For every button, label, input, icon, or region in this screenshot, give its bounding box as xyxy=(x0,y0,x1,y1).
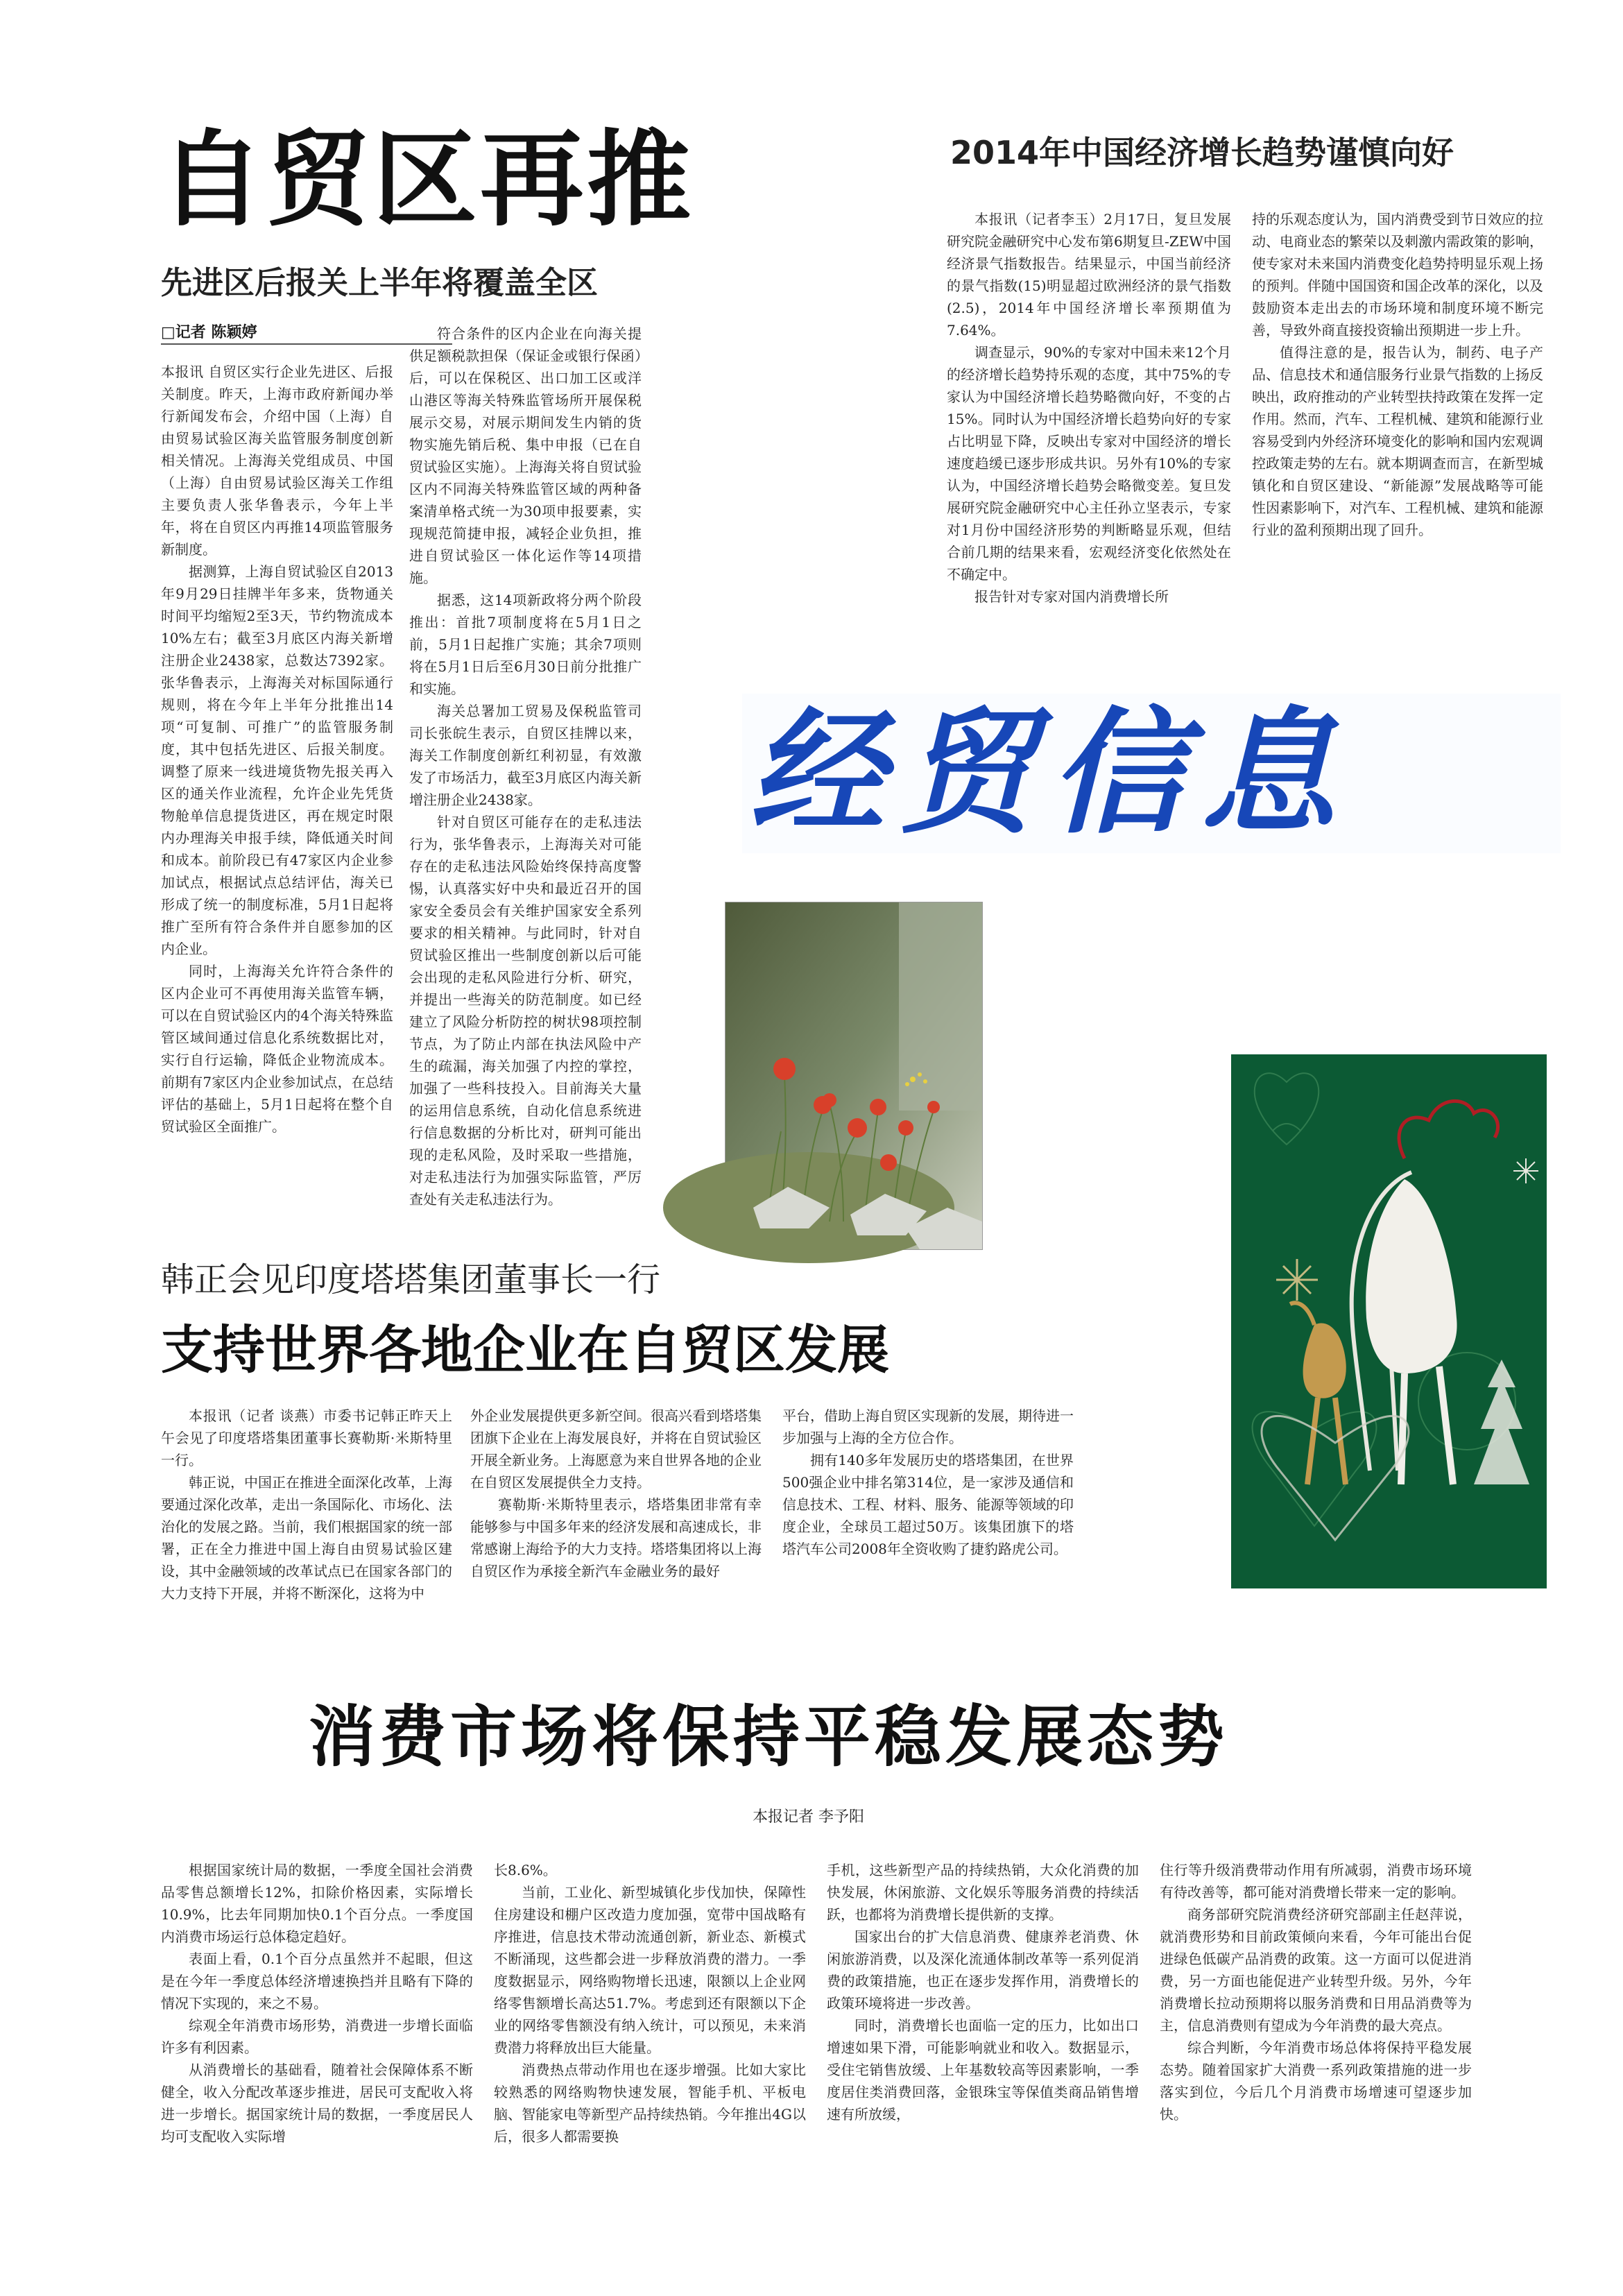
article4-paragraph: 根据国家统计局的数据，一季度全国社会消费品零售总额增长12%，扣除价格因素，实际增长10.9%，比去年同期加快0.1个百分点。一季度国内消费市场运行总体稳定趋好。 xyxy=(161,1862,473,1945)
article4-byline: 本报记者 李予阳 xyxy=(753,1808,864,1826)
article1-paragraph: 海关总署加工贸易及保税监管司司长张皖生表示，自贸区挂牌以来，海关工作制度创新红利初显，有效激发了市场活力，截至3月底区内海关新增注册企业2438家。 xyxy=(409,703,642,808)
article3-title: 支持世界各地企业在自贸区发展 xyxy=(161,1319,890,1380)
article3-kicker: 韩正会见印度塔塔集团董事长一行 xyxy=(161,1260,661,1299)
article3-paragraph: 赛勒斯·米斯特里表示，塔塔集团非常有幸能够参与中国多年来的经济发展和高速成长，非常感谢上海给予的大力支持。塔塔集团将以上海自贸区作为承接全新汽车金融业务的最好 xyxy=(470,1496,762,1579)
article2-paragraph: 值得注意的是，报告认为，制药、电子产品、信息技术和通信服务行业景气指数的上扬反映出，政府推动的产业转型扶持政策在发挥一定作用。然而，汽车、工程机械、建筑和能源行业容易受到内外经济环境变化的影响和国内宏观调控政策走势的左右。就本期调查而言，在新型城镇化和自贸区建设、“新能源”发展战略等可能性因素影响下，对汽车、工程机械、建筑和能源行业的盈利预期出现了回升。 xyxy=(1252,344,1543,538)
article1-paragraph: 据测算，上海自贸试验区自2013年9月29日挂牌半年多来，货物通关时间平均缩短2至3天，节约物流成本10%左右；截至3月底区内海关新增注册企业2438家，总数达7392家。张华鲁表示，上海海关对标国际通行规则，将在今年上半年分批推出14项“可复制、可推广”的监管服务制度，其中包括先进区、后报关制度。调整了原来一线进境货物先报关再入区的通关作业流程，允许企业先凭货物舱单信息提货进区，再在规定时限内办理海关申报手续，降低通关时间和成本。前阶段已有47家区内企业参加试点，根据试点总结评估，海关已形成了统一的制度标准，5月1日起将推广至所有符合条件并自愿参加的区内企业。 xyxy=(161,563,393,957)
article4-paragraph: 从消费增长的基础看，随着社会保障体系不断健全，收入分配改革逐步推进，居民可支配收入将进一步增长。据国家统计局的数据，一季度居民人均可支配收入实际增 xyxy=(161,2062,473,2145)
article3-paragraph: 本报讯（记者 谈燕）市委书记韩正昨天上午会见了印度塔塔集团董事长赛勒斯·米斯特里一行。 xyxy=(161,1407,452,1468)
article4-paragraph: 住行等升级消费带动作用有所减弱，消费市场环境有待改善等，都可能对消费增长带来一定的影响。 xyxy=(1160,1862,1472,1901)
article2-paragraph: 报告针对专家对国内消费增长所 xyxy=(974,588,1169,605)
article3-paragraph: 拥有140多年发展历史的塔塔集团，在世界500强企业中排名第314位，是一家涉及通信和信息技术、工程、材料、服务、能源等领域的印度企业，全球员工超过50万。该集团旗下的塔塔汽车公司2008年全资收购了捷豹路虎公司。 xyxy=(782,1452,1074,1557)
article1-column-1 xyxy=(161,361,393,1135)
article4-paragraph: 综合判断，今年消费市场总体将保持平稳发展态势。随着国家扩大消费一系列政策措施的进一步落实到位，今后几个月消费市场增速可望逐步加快。 xyxy=(1160,2039,1472,2123)
article2-paragraph: 本报讯（记者李玉）2月17日，复旦发展研究院金融研究中心发布第6期复旦-ZEW中国经济景气指数报告。结果显示，中国当前经济的景气指数(15)明显超过欧洲经济的景气指数(2.5)，2014年中国经济增长率预期值为7.64%。 xyxy=(947,211,1231,339)
article1-paragraph: 针对自贸区可能存在的走私违法行为，张华鲁表示，上海海关对可能存在的走私违法风险始终保持高度警惕，认真落实好中央和最近召开的国家安全委员会有关维护国家安全系列要求的相关精神。与此同时，针对自贸试验区推出一些制度创新以后可能会出现的走私风险进行分析、研究，并提出一些海关的防范制度。如已经建立了风险分析防控的树状98项控制节点，为了防止内部在执法风险中产生的疏漏，海关加强了内控的掌控，加强了一些科技投入。目前海关大量的运用信息系统，自动化信息系统进行信息数据的分析比对，研判可能出现的走私风险，及时采取一些措施，对走私违法行为加强实际监管，严厉查处有关走私违法行为。 xyxy=(409,814,642,1208)
article1-paragraph: 符合条件的区内企业在向海关提供足额税款担保（保证金或银行保函）后，可以在保税区、出口加工区或洋山港区等海关特殊监管场所开展保税展示交易，对展示期间发生内销的货物实施先销后税、集中申报（已在自贸试验区实施）。上海海关将自贸试验区内不同海关特殊监管区域的两种备案清单格式统一为30项申报要素，实现规范简捷申报，减轻企业负担，推进自贸试验区一体化运作等14项措施。 xyxy=(409,325,642,586)
article1-paragraph: 本报讯 自贸区实行企业先进区、后报关制度。昨天，上海市政府新闻办举行新闻发布会，介绍中国（上海）自由贸易试验区海关监管服务制度创新相关情况。上海海关党组成员、中国（上海）自由贸易试验区海关工作组主要负责人张华鲁表示，今年上半年，将在自贸区内再推14项监管服务新制度。 xyxy=(161,363,393,558)
article1-column-2 xyxy=(409,323,642,1208)
article4-column-2 xyxy=(494,1859,806,2192)
article4-paragraph: 商务部研究院消费经济研究部副主任赵萍说，就消费形势和目前政策倾向来看，今年可能出台促进绿色低碳产品消费的政策。这一方面可以促进消费，另一方面也能促进产业转型升级。另外，今年消费增长拉动预期将以服务消费和日用品消费等为主，信息消费则有望成为今年消费的最大亮点。 xyxy=(1160,1906,1472,2034)
article4-title: 消费市场将保持平稳发展态势 xyxy=(309,1698,1228,1776)
article3-paragraph: 韩正说，中国正在推进全面深化改革，上海要通过深化改革，走出一条国际化、市场化、法治化的发展之路。当前，我们根据国家的统一部署，正在全力推进中国上海自由贸易试验区建设，其中金融领域的改革试点已在国家各部门的大力支持下开展，并将不断深化，这将为中 xyxy=(161,1474,452,1602)
article3-paragraph: 外企业发展提供更多新空间。很高兴看到塔塔集团旗下企业在上海发展良好，并将在自贸试验区开展全新业务。上海愿意为来自世界各地的企业在自贸区发展提供全力支持。 xyxy=(470,1407,762,1491)
deer-greeting-card xyxy=(1231,1054,1547,1588)
section-banner-text: 经贸信息 xyxy=(749,694,1351,852)
article4-paragraph: 国家出台的扩大信息消费、健康养老消费、休闲旅游消费，以及深化流通体制改革等一系列促消费的政策措施，也正在逐步发挥作用，消费增长的政策环境将进一步改善。 xyxy=(827,1928,1139,2012)
article3-column-2 xyxy=(470,1405,762,1675)
article2-column-1 xyxy=(947,208,1231,652)
article1-subtitle: 先进区后报关上半年将覆盖全区 xyxy=(161,264,599,301)
article3-column-3 xyxy=(782,1405,1074,1675)
article2-paragraph: 持的乐观态度认为，国内消费受到节日效应的拉动、电商业态的繁荣以及刺激内需政策的影响，使专家对未来国内消费变化趋势持明显乐观上扬的预判。伴随中国国资和国企改革的深化，以及鼓励资本走出去的市场环境和制度环境不断完善，导致外商直接投资输出预期进一步上升。 xyxy=(1252,211,1543,339)
article1-byline: □记者 陈颖婷 xyxy=(161,324,257,341)
article4-paragraph: 当前，工业化、新型城镇化步伐加快，保障性住房建设和棚户区改造力度加强，宽带中国战略有序推进，信息技术带动流通创新，新业态、新模式不断涌现，这些都会进一步释放消费的潜力。一季度数据显示，网络购物增长迅速，限额以上企业网络零售额增长高达51.7%。考虑到还有限额以下企业的网络零售额没有纳入统计，可以预见，未来消费潜力将释放出巨大能量。 xyxy=(494,1884,806,2056)
article2-paragraph: 调查显示，90%的专家对中国未来12个月的经济增长趋势持乐观的态度，其中75%的专家认为中国经济增长趋势略微向好，不变的占15%。同时认为中国经济增长趋势向好的专家占比明显下降，反映出专家对中国经济的增长速度趋缓已逐步形成共识。另外有10%的专家认为，中国经济增长趋势会略微变差。复旦发展研究院金融研究中心主任孙立坚表示，专家对1月份中国经济形势的判断略显乐观，但结合前几期的结果来看，宏观经济变化依然处在不确定中。 xyxy=(947,344,1231,583)
article2-title: 2014年中国经济增长趋势谨慎向好 xyxy=(950,134,1454,171)
article4-paragraph: 消费热点带动作用也在逐步增强。比如大家比较熟悉的网络购物快速发展，智能手机、平板电脑、智能家电等新型产品持续热销。今年推出4G以后，很多人都需要换 xyxy=(494,2062,806,2145)
article4-paragraph: 同时，消费增长也面临一定的压力，比如出口增速如果下滑，可能影响就业和收入。数据显示，受住宅销售放缓、上年基数较高等因素影响，一季度居住类消费回落，金银珠宝等保值类商品销售增速有所放缓， xyxy=(827,2017,1139,2123)
article3-paragraph: 平台，借助上海自贸区实现新的发展，期待进一步加强与上海的全方位合作。 xyxy=(782,1407,1074,1446)
article4-paragraph: 综观全年消费市场形势，消费进一步增长面临许多有利因素。 xyxy=(161,2017,473,2056)
article4-column-4 xyxy=(1160,1859,1472,2192)
article1-paragraph: 同时，上海海关允许符合条件的区内企业可不再使用海关监管车辆，可以在自贸试验区内的4个海关特殊监管区域间通过信息化系统数据比对，实行自行运输，降低企业物流成本。前期有7家区内企业参加试点，在总结评估的基础上，5月1日起将在整个自贸试验区全面推广。 xyxy=(161,963,393,1135)
article4-paragraph: 长8.6%。 xyxy=(494,1862,557,1878)
article2-column-2 xyxy=(1252,208,1543,652)
article1-title: 自贸区再推 xyxy=(160,120,694,241)
poppy-flowers-photo xyxy=(725,902,983,1250)
article1-rule xyxy=(161,343,452,345)
article4-column-3 xyxy=(827,1859,1139,2192)
article4-column-1 xyxy=(161,1859,473,2192)
article3-column-1 xyxy=(161,1405,452,1675)
article4-paragraph: 表面上看，0.1个百分点虽然并不起眼，但这是在今年一季度总体经济增速换挡并且略有下降的情况下实现的，来之不易。 xyxy=(161,1951,473,2012)
article1-paragraph: 据悉，这14项新政将分两个阶段推出：首批7项制度将在5月1日之前，5月1日起推广实施；其余7项则将在5月1日后至6月30日前分批推广和实施。 xyxy=(409,592,642,697)
article4-paragraph: 手机，这些新型产品的持续热销，大众化消费的加快发展，休闲旅游、文化娱乐等服务消费的持续活跃，也都将为消费增长提供新的支撑。 xyxy=(827,1862,1139,1923)
